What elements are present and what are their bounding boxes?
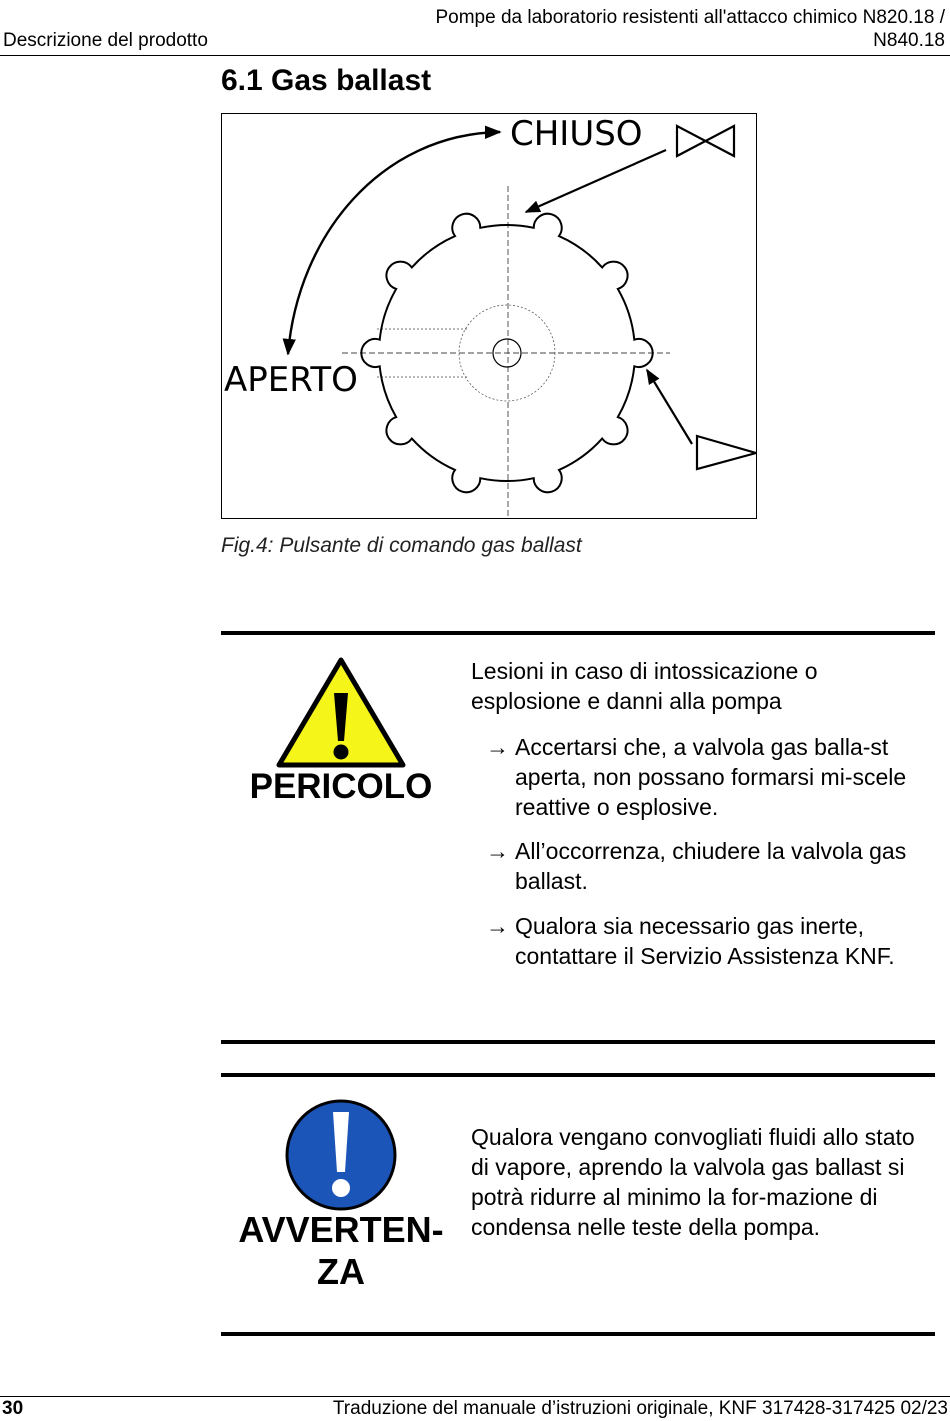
danger-top-rule bbox=[221, 631, 935, 635]
mandatory-exclamation-icon bbox=[284, 1098, 398, 1212]
knob-diagram bbox=[222, 114, 756, 518]
warning-signal-word-line2: ZA bbox=[317, 1251, 365, 1292]
header-title-line2: N840.18 bbox=[873, 30, 945, 51]
danger-action-3 bbox=[486, 911, 926, 971]
danger-signal-word: PERICOLO bbox=[249, 767, 433, 806]
open-label: APERTO bbox=[224, 360, 358, 400]
footer-text: Traduzione del manuale d’istruzioni originale, KNF 317428-317425 02/23 bbox=[332, 1398, 948, 1419]
page-number: 30 bbox=[2, 1398, 24, 1419]
figure-caption: Fig.4: Pulsante di comando gas ballast bbox=[221, 534, 582, 557]
danger-action-text: All’occorrenza, chiudere la valvola gas ballast. bbox=[515, 838, 907, 894]
header-rule bbox=[0, 55, 950, 56]
warning-text: Qualora vengano convogliati fluidi allo stato di vapore, aprendo la valvola gas ballast si potrà ridurre al minimo la for-mazione di condensa nelle teste della pompa. bbox=[471, 1124, 915, 1240]
footer-rule bbox=[0, 1396, 950, 1397]
danger-action-2 bbox=[486, 836, 926, 896]
header-document-title bbox=[435, 6, 945, 52]
rotation-arrow bbox=[288, 132, 500, 354]
closed-pointer-arrow bbox=[526, 150, 666, 212]
valve-closed-icon bbox=[677, 126, 734, 156]
danger-action-text: Qualora sia necessario gas inerte, contattare il Servizio Assistenza KNF. bbox=[515, 913, 895, 969]
arrow-right-icon: → bbox=[486, 734, 509, 760]
warning-signal-word-line1: AVVERTEN- bbox=[238, 1209, 444, 1250]
warning-top-rule bbox=[221, 1073, 935, 1077]
danger-warning-triangle-icon bbox=[276, 656, 406, 768]
center-lines bbox=[342, 186, 670, 518]
header-title-line1: Pompe da laboratorio resistenti all'attacco chimico N820.18 / bbox=[435, 7, 945, 28]
header-section-name: Descrizione del prodotto bbox=[3, 30, 208, 51]
open-pointer-arrow bbox=[647, 370, 692, 444]
danger-bottom-rule bbox=[221, 1040, 935, 1044]
warning-bottom-rule bbox=[221, 1332, 935, 1336]
danger-action-text: Accertarsi che, a valvola gas balla-st aperta, non possano formarsi mi-scele reattive o esplosive. bbox=[515, 734, 907, 820]
danger-heading: Lesioni in caso di intossicazione o esplosione e danni alla pompa bbox=[471, 658, 818, 714]
arrow-right-icon: → bbox=[486, 838, 509, 864]
gas-ballast-knob-figure bbox=[221, 113, 757, 519]
arrow-right-icon: → bbox=[486, 913, 509, 939]
closed-label: CHIUSO bbox=[510, 114, 643, 154]
warning-signal-word bbox=[221, 1209, 461, 1293]
hidden-details bbox=[377, 305, 555, 401]
danger-action-1 bbox=[486, 732, 926, 822]
section-title: 6.1 Gas ballast bbox=[221, 64, 432, 97]
valve-open-icon bbox=[697, 436, 756, 469]
